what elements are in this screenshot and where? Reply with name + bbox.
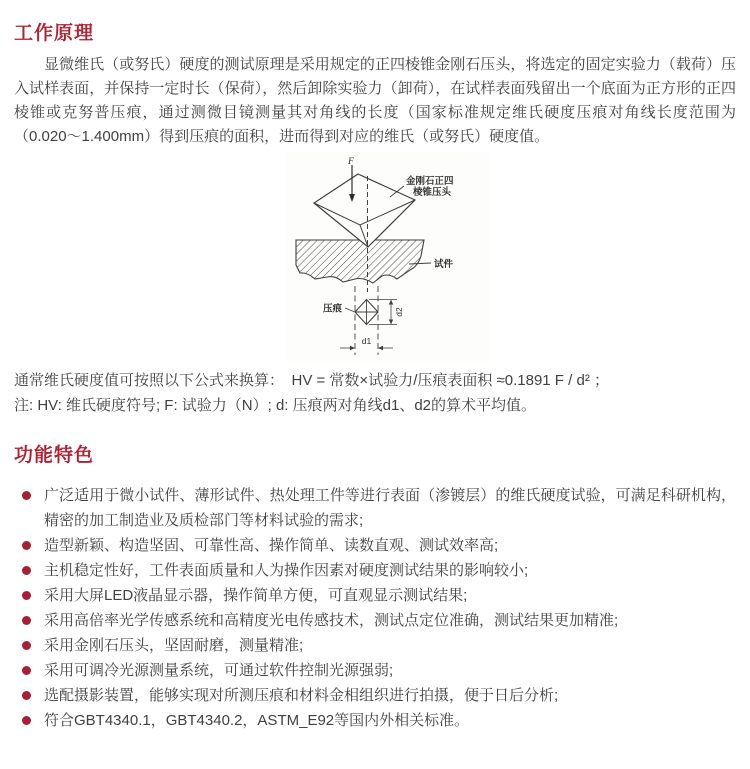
feature-item	[14, 608, 736, 633]
feature-item	[14, 708, 736, 733]
bullet-icon	[22, 566, 31, 575]
formula-line: 通常维氏硬度值可按照以下公式来换算： HV = 常数×试验力/压痕表面积 ≈0.1891 F / d² ；	[14, 372, 609, 389]
feature-text: 造型新颖、构造坚固、可靠性高、操作简单、读数直观、测试效率高;	[44, 537, 499, 554]
bullet-icon	[22, 591, 31, 600]
feature-item	[14, 683, 736, 708]
feature-item	[14, 483, 736, 533]
bullet-icon	[22, 691, 31, 700]
indenter-diagram-figure	[285, 152, 490, 362]
feature-text: 选配摄影装置，能够实现对所测压痕和材料金相组织进行拍摄，便于日后分析;	[44, 687, 559, 704]
d2-label: d2	[394, 307, 404, 317]
specimen-block	[296, 240, 424, 283]
d1-label: d1	[361, 336, 372, 346]
indenter-shape	[314, 174, 415, 247]
indenter-label-line1: 金刚石正四	[406, 176, 454, 187]
indentation-label: 压痕	[323, 303, 343, 315]
feature-text: 采用大屏LED液晶显示器，操作简单方便，可直观显示测试结果;	[44, 587, 468, 604]
bullet-icon	[22, 666, 31, 675]
specimen-label: 试件	[434, 259, 454, 270]
feature-item	[14, 558, 736, 583]
bullet-icon	[22, 716, 31, 725]
bullet-icon	[22, 541, 31, 550]
formula-block	[14, 368, 736, 418]
section-title-features: 功能特色	[14, 445, 95, 466]
feature-item	[14, 533, 736, 558]
working-principle-paragraph: 显微维氏（或努氏）硬度的测试原理是采用规定的正四棱锥金刚石压头，将选定的固定实验力（载荷）压入试样表面，并保持一定时长（保荷），然后卸除实验力（卸荷），在试样表面残留出一个底面为正方形的正四棱锥或克努普压痕，通过测微目镜测量其对角线的长度（国家标准规定维氏硬度压痕对角线长度范围为（0.020～1.400mm）得到压痕的面积，进而得到对应的维氏（或努氏）硬度值。	[14, 56, 736, 145]
dimension-d1	[340, 336, 393, 350]
feature-text: 采用高倍率光学传感系统和高精度光电传感技术，测试点定位准确，测试结果更加精准;	[44, 612, 619, 629]
bullet-icon	[22, 616, 31, 625]
feature-text: 采用可调冷光源测量系统，可通过软件控制光源强弱;	[44, 662, 394, 679]
bullet-icon	[22, 491, 31, 500]
bullet-icon	[22, 641, 31, 650]
indenter-label-line2: 棱锥压头	[413, 187, 452, 198]
feature-text: 广泛适用于微小试件、薄形试件、热处理工件等进行表面（渗镀层）的维氏硬度试验，可满足科研机构，精密的加工制造业及质检部门等材料试验的需求;	[44, 487, 736, 529]
feature-item	[14, 658, 736, 683]
feature-text: 符合GBT4340.1，GBT4340.2，ASTM_E92等国内外相关标准。	[44, 712, 470, 729]
indentation-label-group	[323, 303, 355, 315]
feature-item	[14, 633, 736, 658]
product-detail-page	[0, 22, 750, 733]
indentation-square	[355, 300, 378, 325]
formula-note: 注: HV: 维氏硬度符号; F: 试验力（N）; d: 压痕两对角线d1、d2的算术平均值。	[14, 397, 536, 414]
feature-text: 采用金刚石压头，坚固耐磨，测量精准;	[44, 637, 304, 654]
features-list	[14, 483, 736, 733]
feature-item	[14, 583, 736, 608]
indenter-diagram	[285, 152, 490, 362]
feature-text: 主机稳定性好，工件表面质量和人为操作因素对硬度测试结果的影响较小;	[44, 562, 529, 579]
section-title-working-principle: 工作原理	[14, 23, 95, 44]
force-label: F	[348, 157, 354, 167]
